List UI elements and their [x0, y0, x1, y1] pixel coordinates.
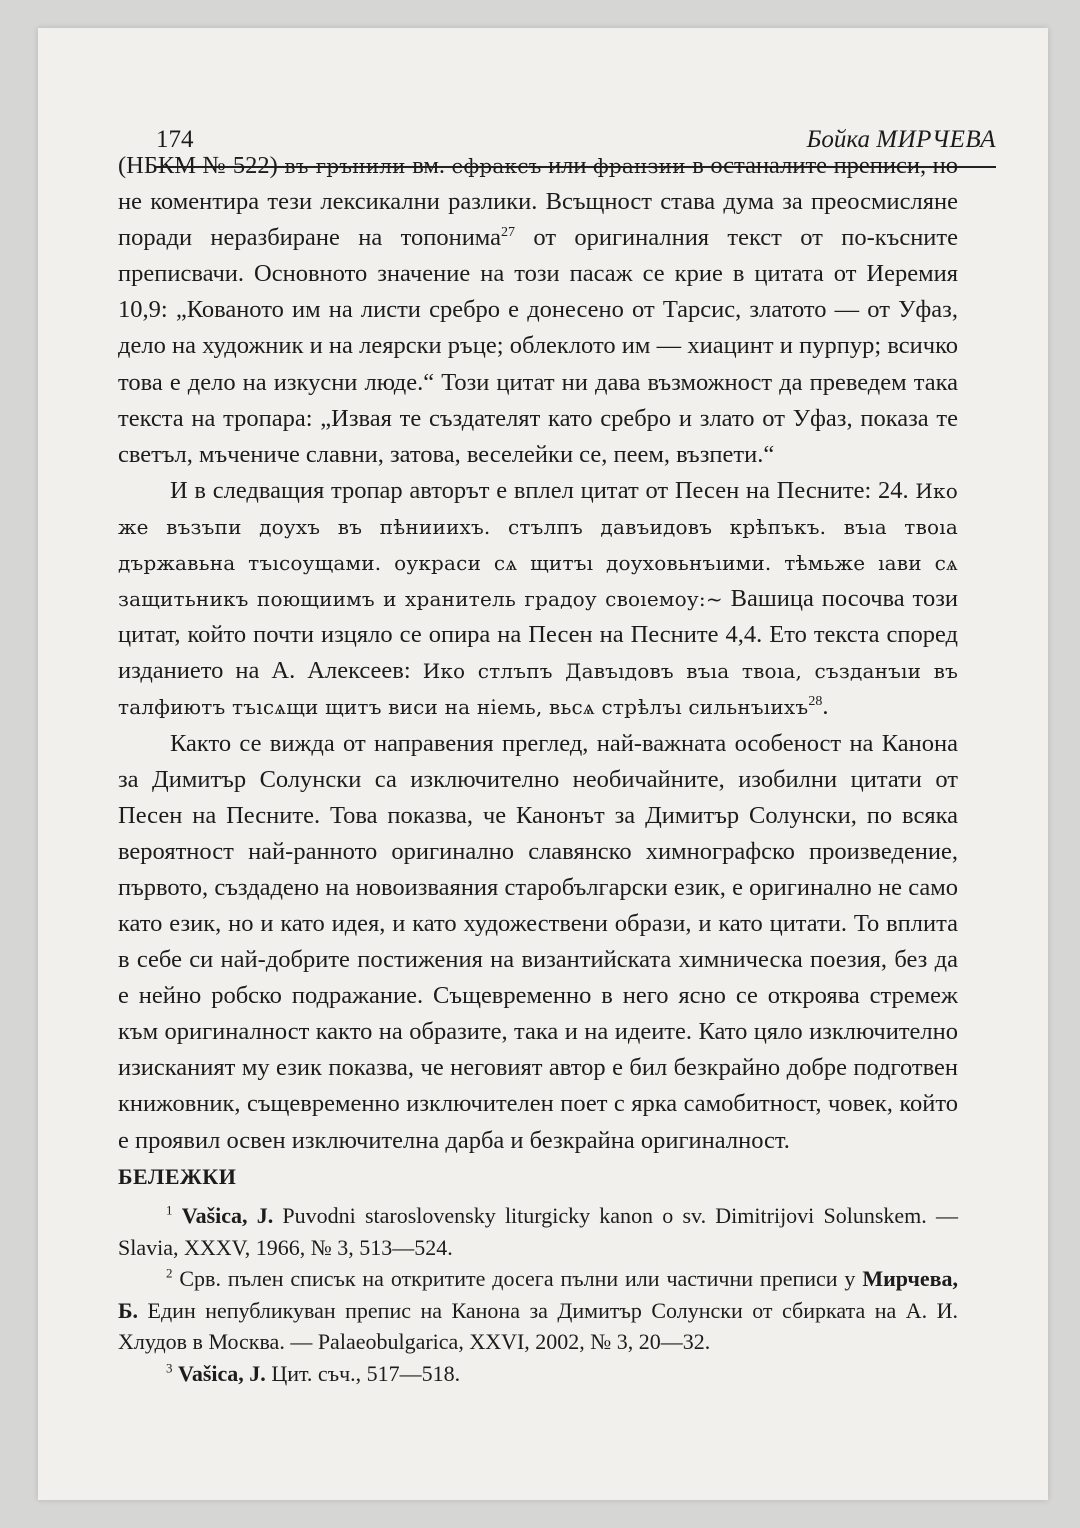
paragraph-2: И в следващия тропар авторът е вплел цитат от Песен на Песните: 24. Ико же възъпи доухъ въ пѣнииихъ. стълпъ давъидовъ крѣпъкъ. въıа твоıа държавьна тъıсоущами. оукраси сѧ щитъı доуховьнъıими. тѣмьже ıави сѧ защитьникъ поющиимъ и хранитель градоу своıемоу:~ Вашица посочва този цитат, който почти изцяло се опира на Песен на Песните 4,4. Ето текста според изданието на А. Алексеев: Ико стлъпъ Давъıдовъ въıа твоıа, създанъıи въ талфиютъ тъıсѧщи щитъ виси на ніемь, вьсѧ стрѣлъı сильнъıихъ$^{28}$.	[118, 476, 959, 721]
footnote-ref-27: 27	[501, 225, 516, 241]
old-church-slavonic-quote-1: Ико же възъпи доухъ въ пѣнииихъ. стълпъ давъидовъ крѣпъкъ. въıа твоıа държавьна тъıсоущами. оукраси сѧ щитъı доуховьнъıими. тѣмьже ıави сѧ защитьникъ поющиимъ и хранитель градоу своıемоу:~	[118, 478, 958, 612]
paragraph-3: Както се вижда от направения преглед, най-важната особеност на Канона за Димитър Солунски са изключително необичайните, изобилни цитати от Песен на Песните. Това показва, че Канонът за Димитър Солунски, по всяка вероятност най-ранното оригинално славянско химнографско произведение, първото, създадено на новоизваяния старобългарски език, е оригинално не само като език, но и като идея, и като художествени образи, и като цитати. То вплита в себе си най-добрите постижения на византийската химническа поезия, без да е нейно робско подражание. Същевременно в него ясно се откроява стремеж към оригиналност както на образите, така и на идеите. Като цяло изключително изисканият му език показва, че неговият автор е бил безкрайно добре подготвен книжовник, същевременно изключителен поет с ярка самобитност, човек, който е проявил освен изключителна дарба и безкрайна оригиналност.	[118, 729, 958, 1154]
paragraph-1: (НБКМ № 522) въ грънили вм. ефраксъ или франзии в останалите преписи, но не коментира тези лексикални разлики. Всъщност става дума за преосмисляне поради неразбиране на топонима$^{27}$ от оригиналния текст от по-късните преписвачи. Основното значение на този пасаж се крие в цитата от Иеремия 10,9: „Кованото им на листи сребро е донесено от Тарсис, златото — от Уфаз, дело на художник и на леярски ръце; облеклото им — хиацинт и пурпур; всичко това е дело на изкусни люде.“ Този цитат ни дава възможност да преведем така текста на тропара: „Извая те създателят като сребро и злато от Уфаз, показа те светъл, мъчениче славни, затова, веселейки се, пеем, възпети.“	[118, 152, 959, 468]
note-2: $^2$ Срв. пълен списък на откритите досега пълни или частични преписи у Мирчева, Б. Един непубликуван препис на Канона за Димитър Солунски от сбирката на А. И. Хлудов в Москва. — Palaeobulgarica, XXVI, 2002, № 3, 20—32.	[118, 1265, 958, 1354]
footnote-ref-28: 28	[808, 694, 823, 710]
notes-heading: БЕЛЕЖКИ	[118, 1164, 237, 1189]
old-church-slavonic-word: ефраксъ	[451, 154, 542, 178]
running-head-author: Бойка МИРЧЕВА	[806, 126, 996, 153]
note-3: $^3$ Vašica, J. Цит. съч., 517—518.	[166, 1360, 461, 1386]
old-church-slavonic-word: франзии	[593, 154, 686, 178]
note-1: $^1$ Vašica, J. Puvodni staroslovensky liturgicky kanon o sv. Dimitrijovi Solunskem. — Slavia, XXXV, 1966, № 3, 513—524.	[118, 1202, 958, 1260]
old-church-slavonic-quote-2: Ико стлъпъ Давъıдовъ въıа твоıа, създанъıи въ талфиютъ тъıсѧщи щитъ виси на ніемь, вьсѧ стрѣлъı сильнъıихъ	[118, 659, 959, 720]
old-church-slavonic-phrase: въ грънили	[284, 154, 406, 178]
main-text	[118, 148, 958, 1159]
notes-section	[118, 1200, 958, 1389]
page-number: 174	[156, 126, 194, 153]
